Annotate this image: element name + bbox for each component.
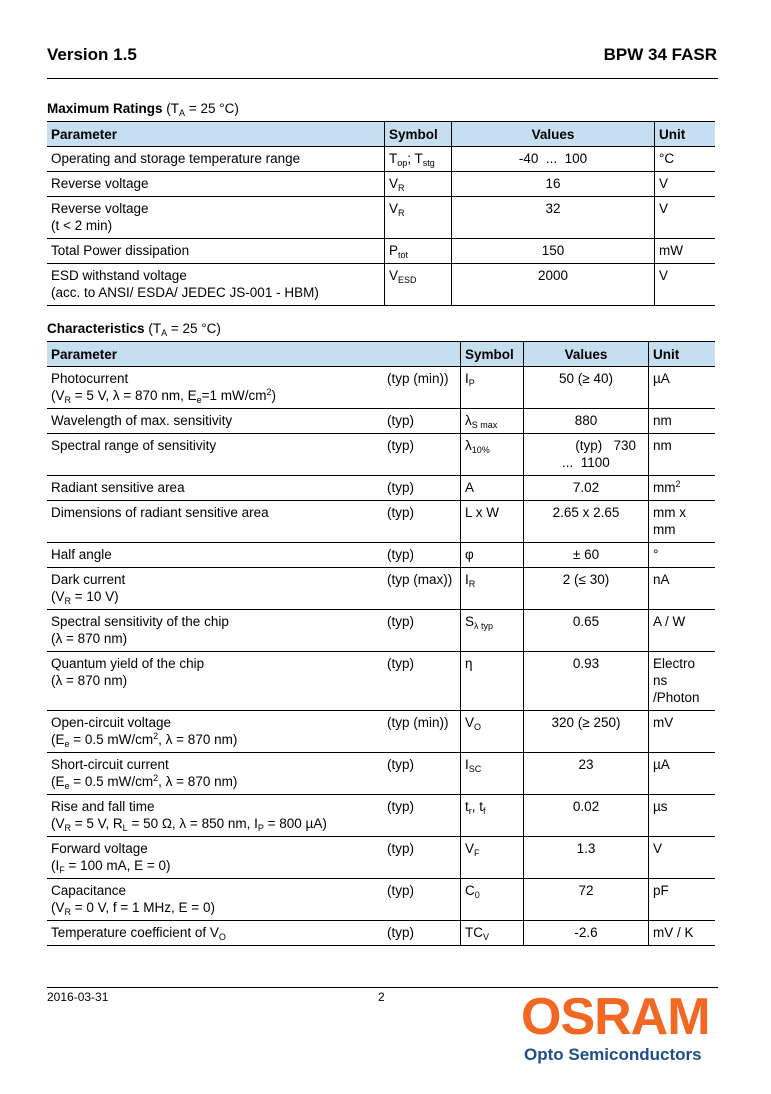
table-row	[47, 568, 715, 610]
unit-cell: µs	[649, 795, 716, 837]
parameter-cell: Short-circuit current ($E_e = 0.5$ $mW/cm^2$, λ = 870 nm)	[47, 753, 383, 795]
typ-cell: (typ)	[383, 921, 461, 946]
typ-cell: (typ)	[383, 652, 461, 711]
parameter-cell: ESD withstand voltage (acc. to ANSI/ ESDA/ JEDEC JS-001 - HBM)	[47, 264, 385, 306]
value-cell: 2.65 x 2.65	[524, 501, 649, 543]
table-row	[47, 239, 715, 264]
typ-cell: (typ (max))	[383, 568, 461, 610]
unit-cell: mm x mm	[649, 501, 716, 543]
value-cell: 23	[524, 753, 649, 795]
unit-cell: V	[649, 837, 716, 879]
typ-cell: (typ)	[383, 543, 461, 568]
symbol-cell: $I_{SC}$	[461, 753, 524, 795]
table-row	[47, 753, 715, 795]
table-row	[47, 434, 715, 476]
symbol-cell: $\lambda_{S max}$	[461, 409, 524, 434]
osram-logo: OSRAM	[521, 988, 710, 1046]
unit-cell: pF	[649, 879, 716, 921]
table-row	[47, 837, 715, 879]
table-row	[47, 543, 715, 568]
value-cell: 72	[524, 879, 649, 921]
parameter-cell: Capacitance ($V_R = 0$ V, f = 1 MHz, E = 0)	[47, 879, 383, 921]
logo-subtitle: Opto Semiconductors	[524, 1045, 702, 1064]
table-header-row	[47, 342, 715, 367]
parameter-cell: Wavelength of max. sensitivity	[47, 409, 383, 434]
value-cell: (typ) 730 ... 1100	[524, 434, 649, 476]
symbol-cell: $C_0$	[461, 879, 524, 921]
symbol-cell: $V_F$	[461, 837, 524, 879]
unit-cell: V	[655, 172, 716, 197]
table-row	[47, 147, 715, 172]
max-ratings-title: Maximum Ratings ($T_A = 25$ °C)	[47, 101, 239, 118]
parameter-cell: Total Power dissipation	[47, 239, 385, 264]
typ-cell: (typ (min))	[383, 367, 461, 409]
col-condition	[383, 342, 461, 367]
page-number: 2	[378, 990, 385, 1004]
parameter-cell: Half angle	[47, 543, 383, 568]
typ-cell: (typ)	[383, 409, 461, 434]
parameter-cell: Temperature coefficient of $V_O$	[47, 921, 383, 946]
col-symbol: Symbol	[461, 342, 524, 367]
parameter-cell: Photocurrent ($V_R = 5$ V, λ = 870 nm, $E_e=1$ $mW/cm^2$)	[47, 367, 383, 409]
parameter-cell: Spectral sensitivity of the chip (λ = 870 nm)	[47, 610, 383, 652]
value-cell: 32	[452, 197, 655, 239]
parameter-condition: ($V_R = 0$ V, f = 1 MHz, E = 0)	[51, 900, 215, 917]
value-cell: 2000	[452, 264, 655, 306]
col-parameter: Parameter	[47, 342, 383, 367]
symbol-cell: η	[461, 652, 524, 711]
symbol-cell: $V_O$	[461, 711, 524, 753]
table-row	[47, 476, 715, 501]
symbol-cell: $I_P$	[461, 367, 524, 409]
unit-cell: °C	[655, 147, 716, 172]
footer-date: 2016-03-31	[47, 990, 109, 1004]
symbol-cell: $V_R$	[385, 172, 452, 197]
unit-cell: °	[649, 543, 716, 568]
parameter-condition: ($V_R = 10$ V)	[51, 589, 119, 606]
unit-cell: V	[655, 264, 716, 306]
parameter-cell: Reverse voltage (t < 2 min)	[47, 197, 385, 239]
document-version: Version 1.5	[47, 45, 137, 64]
parameter-cell: Operating and storage temperature range	[47, 147, 385, 172]
parameter-cell: Spectral range of sensitivity	[47, 434, 383, 476]
symbol-cell: φ	[461, 543, 524, 568]
unit-cell: nm	[649, 409, 716, 434]
table-header-row	[47, 122, 715, 147]
unit-cell: mW	[655, 239, 716, 264]
parameter-condition: ($E_e = 0.5$ $mW/cm^2$, λ = 870 nm)	[51, 773, 238, 791]
parameter-condition: ($V_R = 5$ V, $R_L = 50$ Ω, λ = 850 nm, $I_P = 800$ µA)	[51, 816, 327, 833]
unit-cell: nA	[649, 568, 716, 610]
table-row	[47, 172, 715, 197]
typ-cell: (typ)	[383, 837, 461, 879]
symbol-cell: $t_r$, $t_f$	[461, 795, 524, 837]
parameter-cell: Dark current ($V_R = 10$ V)	[47, 568, 383, 610]
table-row	[47, 367, 715, 409]
col-unit: Unit	[649, 342, 716, 367]
col-unit: Unit	[655, 122, 716, 147]
parameter-cell: Reverse voltage	[47, 172, 385, 197]
unit-cell: mV / K	[649, 921, 716, 946]
value-cell: 7.02	[524, 476, 649, 501]
table-row	[47, 879, 715, 921]
typ-cell: (typ (min))	[383, 711, 461, 753]
characteristics-table	[47, 341, 715, 946]
table-row	[47, 652, 715, 711]
parameter-cell: Dimensions of radiant sensitive area	[47, 501, 383, 543]
parameter-condition: (λ = 870 nm)	[51, 673, 128, 688]
parameter-cell: Rise and fall time ($V_R = 5$ V, $R_L = 50$ Ω, λ = 850 nm, $I_P = 800$ µA)	[47, 795, 383, 837]
value-cell: 16	[452, 172, 655, 197]
value-cell: 0.93	[524, 652, 649, 711]
value-cell: 50 (≥ 40)	[524, 367, 649, 409]
unit-cell: mV	[649, 711, 716, 753]
parameter-condition: ($V_R = 5$ V, λ = 870 nm, $E_e=1$ $mW/cm^2$)	[51, 387, 277, 405]
characteristics-title: Characteristics ($T_A = 25$ °C)	[47, 321, 221, 338]
col-symbol: Symbol	[385, 122, 452, 147]
typ-cell: (typ)	[383, 501, 461, 543]
typ-cell: (typ)	[383, 879, 461, 921]
parameter-cell: Open-circuit voltage ($E_e = 0.5$ $mW/cm^2$, λ = 870 nm)	[47, 711, 383, 753]
unit-cell: µA	[649, 367, 716, 409]
symbol-cell: $P_{tot}$	[385, 239, 452, 264]
typ-cell: (typ)	[383, 753, 461, 795]
symbol-cell: $V_R$	[385, 197, 452, 239]
parameter-condition: ($E_e = 0.5$ $mW/cm^2$, λ = 870 nm)	[51, 731, 238, 749]
max-ratings-table	[47, 121, 715, 306]
product-name: BPW 34 FASR	[603, 45, 717, 64]
value-cell: 0.65	[524, 610, 649, 652]
symbol-cell: $V_{ESD}$	[385, 264, 452, 306]
typ-cell: (typ)	[383, 434, 461, 476]
value-cell: 880	[524, 409, 649, 434]
table-row	[47, 711, 715, 753]
col-values: Values	[452, 122, 655, 147]
typ-cell: (typ)	[383, 795, 461, 837]
value-cell: 1.3	[524, 837, 649, 879]
table-row	[47, 264, 715, 306]
symbol-cell: $\lambda_{10\%}$	[461, 434, 524, 476]
symbol-cell: $I_R$	[461, 568, 524, 610]
symbol-cell: $TC_V$	[461, 921, 524, 946]
parameter-condition: ($I_F = 100$ mA, E = 0)	[51, 858, 171, 875]
col-values: Values	[524, 342, 649, 367]
unit-cell: nm	[649, 434, 716, 476]
value-cell: ± 60	[524, 543, 649, 568]
table-row	[47, 610, 715, 652]
col-parameter: Parameter	[47, 122, 385, 147]
typ-cell: (typ)	[383, 610, 461, 652]
unit-cell: $mm^2$	[649, 476, 716, 501]
table-row	[47, 409, 715, 434]
symbol-cell: $T_{op}$; $T_{stg}$	[385, 147, 452, 172]
value-cell: 0.02	[524, 795, 649, 837]
unit-cell: V	[655, 197, 716, 239]
table-row	[47, 501, 715, 543]
symbol-cell: $S_{\lambda typ}$	[461, 610, 524, 652]
unit-cell: µA	[649, 753, 716, 795]
table-row	[47, 921, 715, 946]
parameter-cell: Radiant sensitive area	[47, 476, 383, 501]
symbol-cell: L x W	[461, 501, 524, 543]
table-row	[47, 197, 715, 239]
value-cell: 320 (≥ 250)	[524, 711, 649, 753]
value-cell: 150	[452, 239, 655, 264]
parameter-condition: (λ = 870 nm)	[51, 631, 128, 646]
table-row	[47, 795, 715, 837]
typ-cell: (typ)	[383, 476, 461, 501]
unit-cell: Electro ns /Photon	[649, 652, 716, 711]
value-cell: -2.6	[524, 921, 649, 946]
parameter-cell: Quantum yield of the chip (λ = 870 nm)	[47, 652, 383, 711]
value-cell: -40 ... 100	[452, 147, 655, 172]
parameter-cell: Forward voltage ($I_F = 100$ mA, E = 0)	[47, 837, 383, 879]
value-cell: 2 (≤ 30)	[524, 568, 649, 610]
symbol-cell: A	[461, 476, 524, 501]
header-divider	[47, 78, 718, 79]
unit-cell: A / W	[649, 610, 716, 652]
